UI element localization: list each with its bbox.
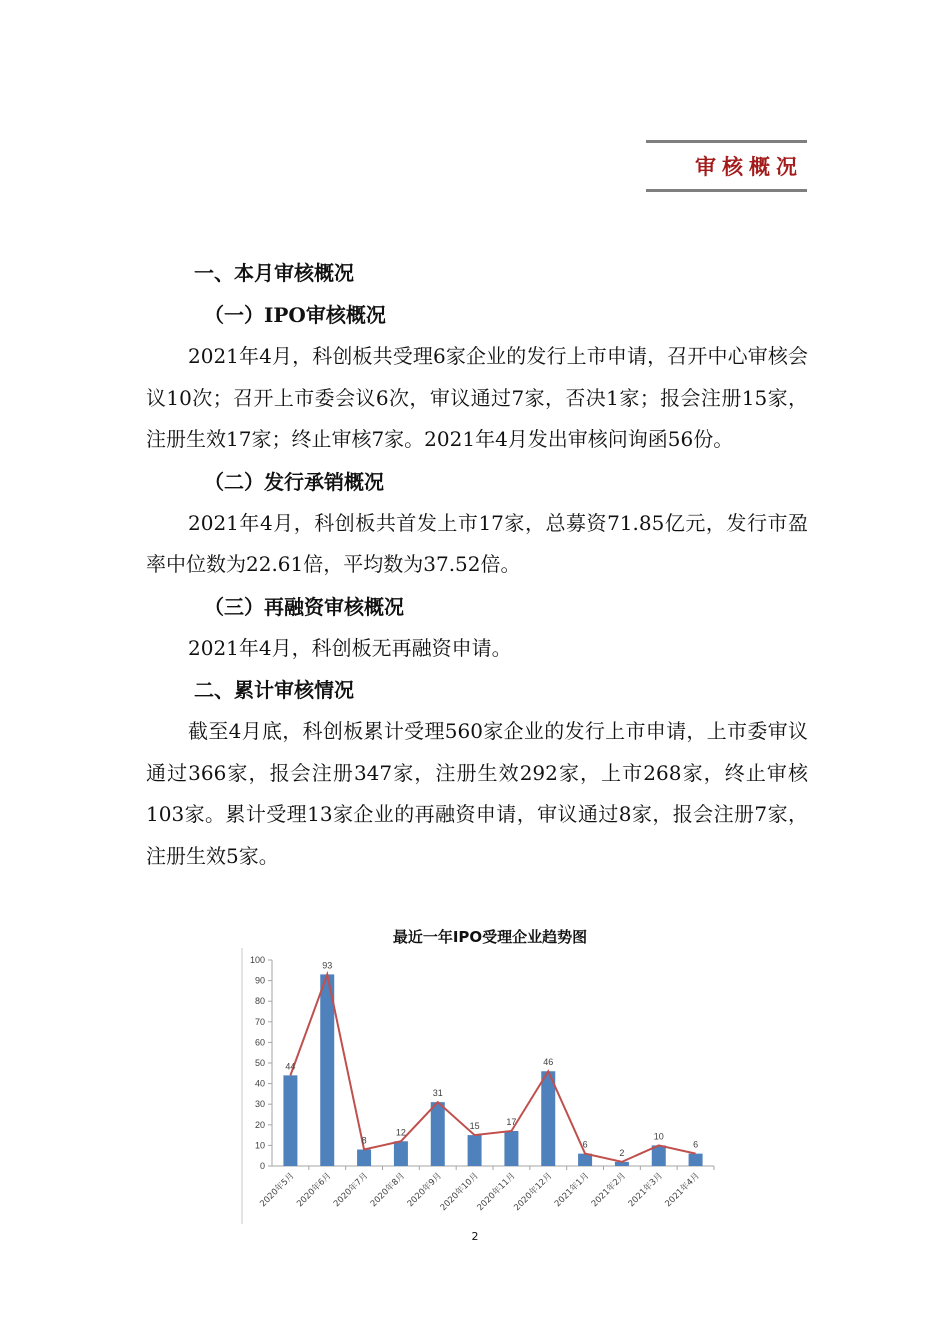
y-tick-label: 40 [254,1078,265,1089]
x-tick-label: 2020年5月 [258,1171,297,1210]
issue-paragraph: 2021年4月，科创板共首发上市17家，总募资71.85亿元，发行市盈率中位数为22.61倍，平均数为37.52倍。 [146,510,808,576]
data-label: 8 [361,1135,367,1146]
y-tick-label: 50 [254,1058,265,1068]
data-label: 44 [285,1061,296,1072]
y-tick-label: 90 [254,975,265,986]
x-tick-label: 2020年6月 [295,1171,334,1210]
x-tick-label: 2021年4月 [663,1171,702,1210]
x-tick-label: 2020年11月 [475,1171,518,1214]
cumulative-paragraph: 截至4月底，科创板累计受理560家企业的发行上市申请，上市委审议通过366家，报会注册347家，注册生效292家，上市268家，终止审核103家。累计受理13家企业的再融资申请，审议通过8家，报会注册7家，注册生效5家。 [146,719,808,868]
y-tick-label: 80 [254,996,265,1007]
data-label: 15 [469,1121,480,1132]
y-tick-label: 0 [259,1161,265,1171]
x-tick-label: 2020年12月 [512,1171,555,1214]
refinancing-heading: （三）再融资审核概况 [204,594,404,619]
bar [431,1102,445,1166]
x-tick-label: 2021年3月 [626,1171,665,1210]
refinancing-paragraph: 2021年4月，科创板无再融资申请。 [188,635,512,660]
trend-line [290,974,695,1161]
bar [504,1131,518,1166]
ipo-heading: （一）IPO审核概况 [204,303,386,327]
data-label: 2 [619,1147,625,1158]
y-tick-label: 70 [254,1016,265,1027]
data-label: 6 [582,1139,588,1150]
data-label: 6 [693,1139,699,1150]
chart-title: 最近一年IPO受理企业趋势图 [392,928,588,946]
document-body [146,252,808,877]
x-tick-label: 2021年1月 [552,1171,592,1210]
section-1-heading: 一、本月审核概况 [194,261,354,285]
y-tick-label: 30 [254,1099,265,1110]
bar [394,1141,408,1166]
ipo-trend-chart [238,946,730,1226]
data-label: 93 [322,960,333,971]
bar [468,1135,482,1166]
y-tick-label: 10 [254,1140,265,1151]
x-tick-label: 2020年8月 [368,1171,408,1210]
bar [541,1071,555,1166]
ipo-paragraph: 2021年4月，科创板共受理6家企业的发行上市申请，召开中心审核会议10次；召开上市委会议6次，审议通过7家，否决1家；报会注册15家，注册生效17家；终止审核7家。2021年4月发出审核问询函56份。 [146,344,808,451]
x-tick-label: 2020年7月 [331,1171,371,1210]
data-label: 17 [506,1116,517,1127]
y-tick-label: 100 [249,955,265,965]
y-tick-label: 20 [254,1119,265,1130]
data-label: 10 [653,1131,664,1142]
x-tick-label: 2021年2月 [589,1171,629,1210]
x-tick-label: 2020年10月 [438,1171,481,1214]
bar [689,1154,703,1166]
page-number: 2 [471,1230,479,1243]
y-tick-label: 60 [254,1037,265,1048]
bar [357,1150,371,1166]
bar [283,1075,297,1166]
header-title: 审核概况 [695,155,803,179]
section-2-heading: 二、累计审核情况 [194,678,354,702]
data-label: 46 [543,1057,554,1068]
bar [320,974,334,1166]
section-header [646,140,807,192]
x-tick-label: 2020年9月 [405,1171,444,1210]
issue-heading: （二）发行承销概况 [204,469,384,494]
data-label: 31 [432,1088,443,1099]
data-label: 12 [395,1127,406,1138]
